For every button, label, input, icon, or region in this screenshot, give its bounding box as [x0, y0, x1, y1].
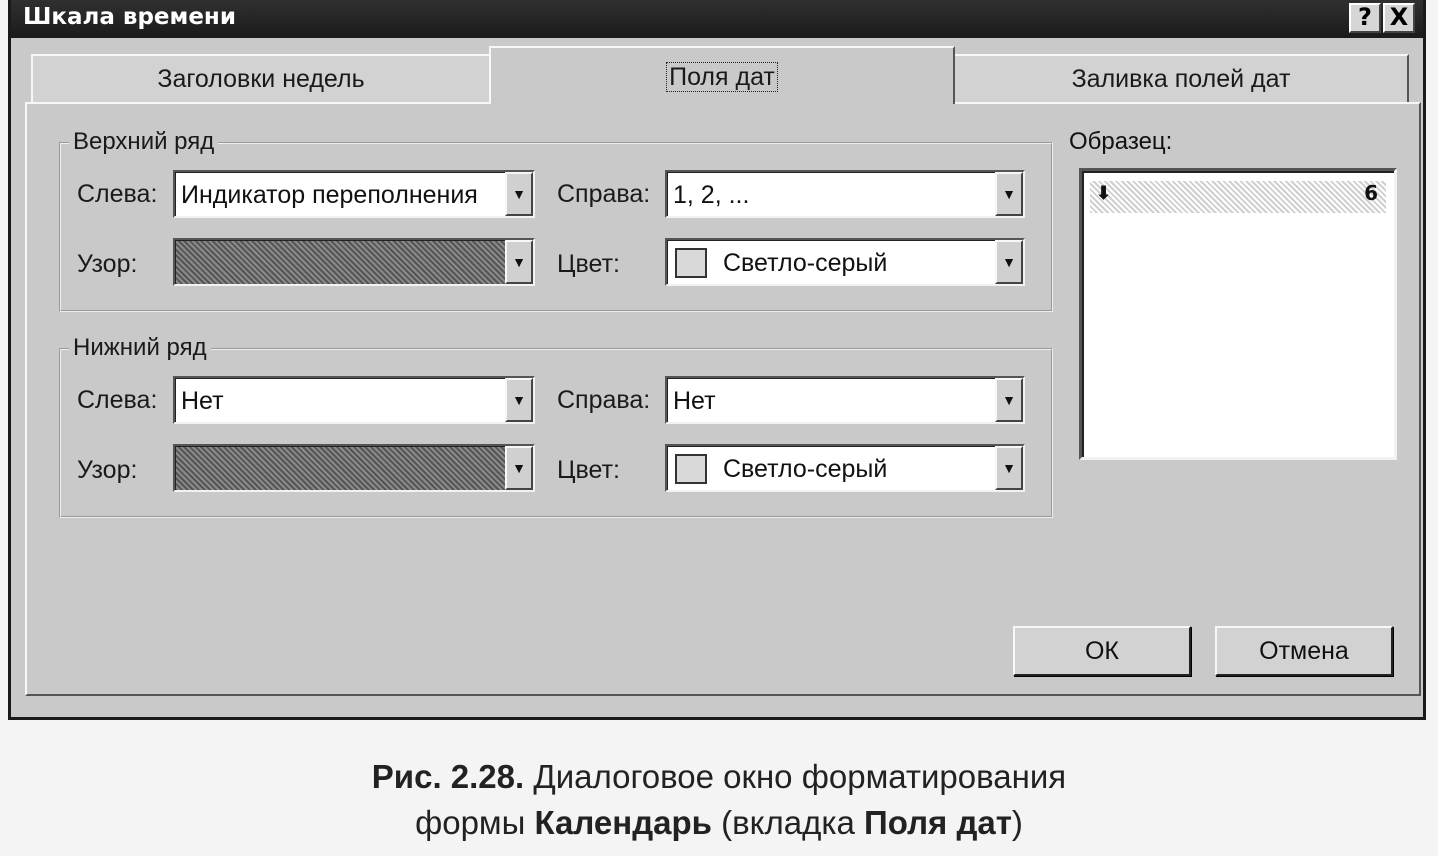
caption-text: )	[1011, 804, 1023, 841]
bottom-left-select[interactable]	[173, 376, 535, 424]
chevron-down-icon[interactable]: ▼	[995, 172, 1023, 216]
top-left-label: Слева:	[77, 180, 158, 208]
caption-text: Диалоговое окно форматирования	[524, 758, 1067, 795]
bottom-right-label: Справа:	[557, 386, 651, 414]
sample-preview	[1079, 168, 1397, 460]
chevron-down-icon[interactable]: ▼	[995, 378, 1023, 422]
top-color-select[interactable]	[665, 238, 1025, 286]
tab-label: Заголовки недель	[157, 65, 365, 93]
bottom-left-label: Слева:	[77, 386, 158, 414]
figure-caption-line1	[0, 758, 1438, 796]
top-color-label: Цвет:	[557, 250, 620, 278]
top-left-select[interactable]	[173, 170, 535, 218]
chevron-down-icon[interactable]: ▼	[505, 378, 533, 422]
top-right-select[interactable]	[665, 170, 1025, 218]
chevron-down-icon[interactable]: ▼	[995, 446, 1023, 490]
top-pattern-label: Узор:	[77, 250, 138, 278]
bottom-right-value: Нет	[673, 387, 716, 415]
bottom-row-title: Нижний ряд	[69, 334, 211, 362]
bottom-row-group	[59, 334, 1053, 518]
chevron-down-icon[interactable]: ▼	[505, 172, 533, 216]
bottom-color-value: Светло-серый	[723, 455, 888, 483]
figure-caption-line2	[0, 804, 1438, 842]
top-left-value: Индикатор переполнения	[181, 181, 478, 209]
bottom-color-label: Цвет:	[557, 456, 620, 484]
title-bar	[11, 0, 1423, 38]
tab-date-fill[interactable]	[953, 54, 1409, 104]
chevron-down-icon[interactable]: ▼	[995, 240, 1023, 284]
help-button[interactable]: ?	[1349, 3, 1381, 33]
tab-label: Заливка полей дат	[1071, 65, 1291, 93]
bottom-pattern-label: Узор:	[77, 456, 138, 484]
caption-bold: Поля дат	[864, 804, 1012, 841]
caption-text: (вкладка	[711, 804, 865, 841]
sample-stripe	[1090, 181, 1386, 213]
bottom-left-value: Нет	[181, 387, 224, 415]
bottom-pattern-select[interactable]	[173, 444, 535, 492]
overflow-arrow-icon: ⬇	[1096, 183, 1112, 203]
top-right-label: Справа:	[557, 180, 651, 208]
color-swatch	[675, 248, 707, 278]
top-row-group	[59, 128, 1053, 312]
cancel-button[interactable]: Отмена	[1215, 626, 1393, 676]
sample-number: 6	[1364, 181, 1378, 205]
tab-week-headings[interactable]	[31, 54, 491, 104]
ok-button[interactable]: ОК	[1013, 626, 1191, 676]
dialog-title: Шкала времени	[23, 4, 236, 30]
color-swatch	[675, 454, 707, 484]
figure-number: Рис. 2.28.	[371, 758, 525, 795]
chevron-down-icon[interactable]: ▼	[505, 446, 533, 490]
top-right-value: 1, 2, ...	[673, 181, 750, 209]
top-color-value: Светло-серый	[723, 249, 888, 277]
sample-label: Образец:	[1069, 128, 1173, 155]
tab-date-fields[interactable]	[489, 46, 955, 104]
chevron-down-icon[interactable]: ▼	[505, 240, 533, 284]
caption-bold: Календарь	[534, 804, 712, 841]
close-button[interactable]: X	[1383, 3, 1415, 33]
caption-text: формы	[415, 804, 535, 841]
tab-label: Поля дат	[666, 62, 778, 92]
top-pattern-select[interactable]	[173, 238, 535, 286]
top-row-title: Верхний ряд	[69, 128, 218, 156]
timescale-dialog	[8, 0, 1426, 720]
bottom-right-select[interactable]	[665, 376, 1025, 424]
bottom-color-select[interactable]	[665, 444, 1025, 492]
